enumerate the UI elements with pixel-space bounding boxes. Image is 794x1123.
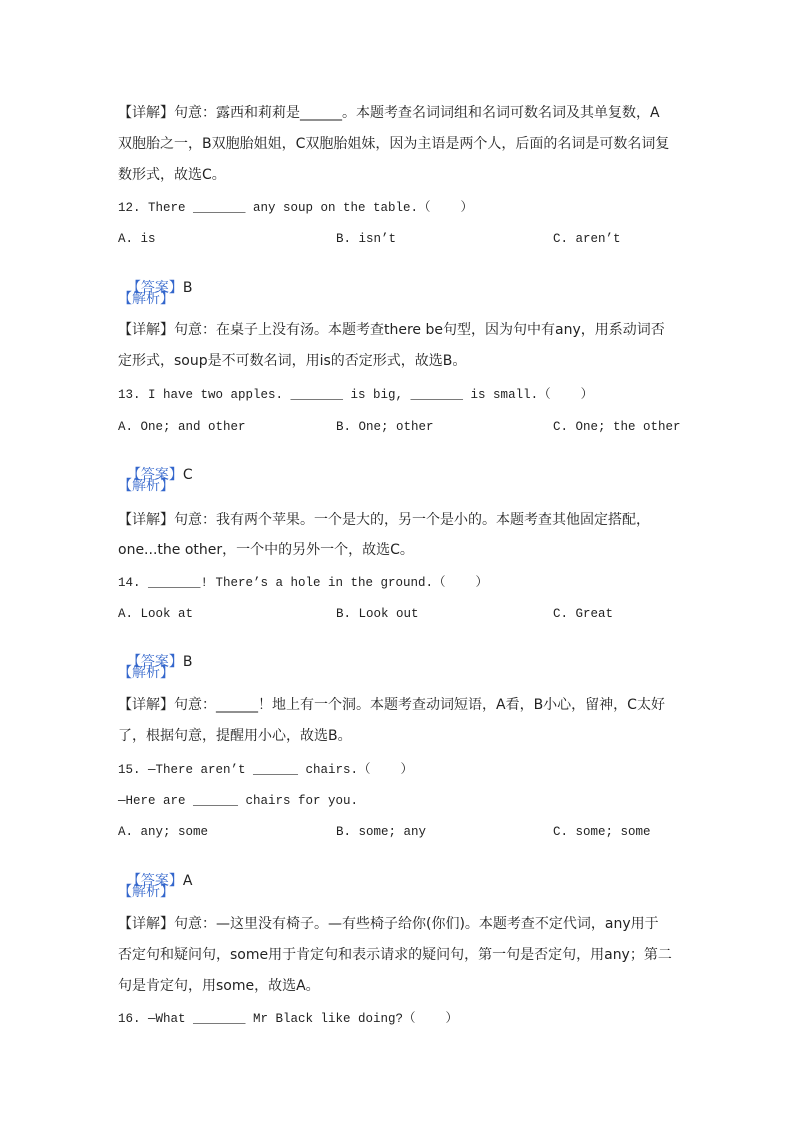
option-c: C. aren’t (553, 232, 621, 246)
option-a: A. Look at (118, 607, 194, 621)
detail-line: 【详解】句意：在桌子上没有汤。本题考查there be句型，因为句中有any，用系动词否 (118, 322, 665, 338)
detail-line: one...the other，一个中的另外一个，故选C。 (118, 542, 414, 558)
option-b: B. some; any (336, 825, 427, 839)
detail-line: 句是肯定句，用some，故选A。 (118, 978, 320, 994)
detail-line: 【详解】句意：—这里没有椅子。—有些椅子给你(你们)。本题考查不定代词，any用于 (118, 916, 659, 932)
option-b: B. isn’t (336, 232, 397, 246)
answer-label: 【答案】 (126, 654, 183, 670)
detail-line: 【详解】句意：______！地上有一个洞。本题考查动词短语，A看，B小心，留神，C太好 (118, 697, 665, 713)
answer-value: A (182, 873, 193, 889)
option-b: B. One; other (336, 420, 434, 434)
answer-label: 【答案】 (126, 873, 183, 889)
question-15-reply: —Here are ______ chairs for you. (118, 794, 359, 808)
question-13: 13. I have two apples. _______ is big, _______ is small.（ ） (118, 388, 594, 402)
option-a: A. One; and other (118, 420, 246, 434)
question-15: 15. —There aren’t ______ chairs.（ ） (118, 763, 414, 777)
answer-value: B (182, 654, 193, 670)
detail-line: 双胞胎之一，B双胞胎姐姐，C双胞胎姐妹，因为主语是两个人，后面的名词是可数名词复 (118, 136, 670, 152)
question-12: 12. There _______ any soup on the table.（ ） (118, 201, 474, 215)
detail-line: 数形式，故选C。 (118, 167, 226, 183)
question-14: 14. _______! There’s a hole in the ground.（ ） (118, 576, 489, 590)
option-a: A. is (118, 232, 156, 246)
detail-line: 否定句和疑问句，some用于肯定句和表示请求的疑问句，第一句是否定句，用any；第二 (118, 947, 672, 963)
option-c: C. some; some (553, 825, 651, 839)
answer-value: C (182, 467, 193, 483)
detail-line: 【详解】句意：我有两个苹果。一个是大的，另一个是小的。本题考查其他固定搭配， (118, 512, 650, 528)
answer-label: 【答案】 (126, 280, 183, 296)
option-b: B. Look out (336, 607, 419, 621)
analysis-label: 【解析】 (118, 478, 174, 494)
option-c: C. One; the other (553, 420, 681, 434)
answer-value: B (182, 280, 193, 296)
detail-line: 定形式，soup是不可数名词，用is的否定形式，故选B。 (118, 353, 467, 369)
question-16: 16. —What _______ Mr Black like doing?（ ） (118, 1012, 459, 1026)
detail-line: 【详解】句意：露西和莉莉是______。本题考查名词词组和名词可数名词及其单复数，A (118, 105, 660, 121)
analysis-label: 【解析】 (118, 884, 174, 900)
analysis-label: 【解析】 (118, 665, 174, 681)
detail-line: 了，根据句意，提醒用小心，故选B。 (118, 728, 352, 744)
option-c: C. Great (553, 607, 614, 621)
answer-label: 【答案】 (126, 467, 183, 483)
analysis-label: 【解析】 (118, 291, 174, 307)
option-a: A. any; some (118, 825, 209, 839)
